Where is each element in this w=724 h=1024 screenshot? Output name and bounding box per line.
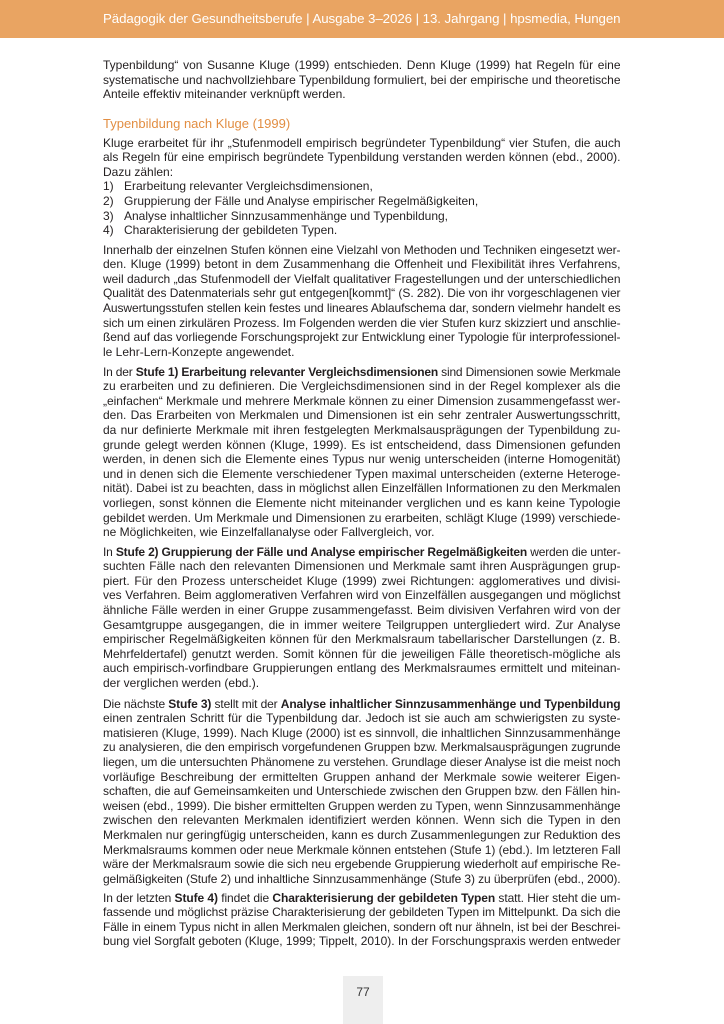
text-line: empirischer Regelmäßigkeiten können für den Merkmalsraum tabellarischer Darstellungen (z. B. [103,632,621,647]
text-line: Mehrfeldertafel) genutzt werden. Somit können für die jeweiligen Fälle theoretisch-mögliche als [103,646,621,661]
bold-term: Analyse inhaltlicher Sinnzusammenhänge und Typenbildung [280,696,621,711]
bold-term: Charakterisierung der gebildeten Typen [272,890,496,905]
text-line: zwischen den relevanten Merkmalen identifiziert werden können. Wenn sich die Typen in den [103,813,621,828]
text-line [103,545,621,560]
running-header-band [0,0,724,38]
text-line: gelmäßigkeiten (Stufe 2) und inhaltliche Sinnzusammenhänge (Stufe 3) zu überprüfen (ebd., 2000). [103,871,621,886]
text-line: den. Kluge (1999) betont in dem Zusammenhang die Offenheit und Flexibilität ihres Verfahrens, [103,257,621,272]
text-line: vorliegen, sonst können die Elemente nicht miteinander verglichen und es kann keine Typologie [103,496,621,511]
text-line: „einfachen“ Merkmale und mehrere Merkmale können zu einer Dimension zusammengefasst wer- [103,393,621,408]
text-line: piert. Für den Prozess unterscheidet Kluge (1999) zwei Richtungen: agglomeratives und divisi- [103,573,621,588]
text-line: weil dadurch „das Stufenmodell der Vielfalt qualitativer Fragestellungen und der unterschiedlichen [103,271,621,286]
text-line: schaften, die auf Gemeinsamkeiten und Unterschiede zwischen den Gruppen bzw. den Fällen hin- [103,784,621,799]
paragraph-stage-3 [103,697,621,887]
bold-term: Stufe 1) Erarbeitung relevanter Vergleichsdimensionen [135,364,438,379]
text-run: stellt mit der [211,696,281,711]
list-item [103,194,621,209]
list-number: 1) [103,179,114,194]
text-line: systematische und nachvollziehbare Typenbildung formuliert, bei der empirische und theoretische [103,72,621,87]
section-heading: Typenbildung nach Kluge (1999) [103,116,291,131]
text-line: weisen (ebd., 1999). Die bisher ermittelten Gruppen werden zu Typen, wenn Sinnzusammenhänge [103,798,621,813]
list-item [103,209,621,224]
text-line: Merkmalen nur geringfügig unterscheiden, kann es durch Zusammenlegungen zur Reduktion des [103,828,621,843]
text-line: werden, in denen sich die Elemente eines Typus nur wenig unterscheiden (interne Homogenität) [103,452,621,467]
bold-term: Stufe 4) [174,890,218,905]
text-line: fassende und möglichst präzise Charakterisierung der gebildeten Typen im Mittelpunkt. Da sich die [103,905,621,920]
list-item-text: Erarbeitung relevanter Vergleichsdimensionen, [124,179,373,194]
text-line: zu erarbeiten und zu definieren. Die Vergleichsdimensionen sind in der Regel komplexer als die [103,379,621,394]
text-line: vorläufige Beschreibung der ermittelten Gruppen anhand der Merkmale sowie weiterer Eigen- [103,769,621,784]
bold-term: Stufe 2) Gruppierung der Fälle und Analyse empirischer Regelmäßigkeiten [115,544,528,559]
list-item-text: Gruppierung der Fälle und Analyse empirischer Regelmäßigkeiten, [124,194,479,209]
text-line: Kluge erarbeitet für ihr „Stufenmodell empirisch begründeter Typenbildung“ vier Stufen, die auch [103,135,621,150]
list-number: 3) [103,208,114,223]
text-line [103,697,621,712]
text-line: Qualität des Datenmaterials sehr gut entgegen[kommt]“ (S. 282). Die von ihr vorgeschlagenen vier [103,286,621,301]
paragraph-method-flexibility [103,243,621,360]
text-line: matisieren (Kluge, 1999). Nach Kluge (2000) ist es sinnvoll, die inhaltlichen Sinnzusammenhänge [103,725,621,740]
text-run: werden die unter- [527,544,621,559]
text-line: und in denen sich die Elemente verschiedener Typen maximal unterscheiden (externe Heteroge- [103,466,621,481]
text-line: da nur definierte Merkmale mit ihren festgelegten Merkmalsausprägungen der Typenbildung zu- [103,423,621,438]
paragraph-intro [103,58,621,102]
text-line [103,891,621,906]
paragraph-stage-1 [103,365,621,540]
text-line: liegen, um die untersuchten Phänomene zu verstehen. Grundlage dieser Analyse ist die meist noch [103,755,621,770]
text-line: grunde gelegt werden können (Kluge, 1999). Es ist entscheidend, dass Dimensionen gefunden [103,437,621,452]
text-line: le Lehr-Lern-Konzepte angewendet. [103,344,295,359]
page-number: 77 [356,985,370,999]
running-header-text: Pädagogik der Gesundheitsberufe | Ausgabe 3–2026 | 13. Jahrgang | hpsmedia, Hungen [103,11,621,26]
text-line: ßend auf das vorliegende Forschungsprojekt zur Entwicklung einer Typologie für interprofessionel- [103,330,621,345]
paragraph-stage-2 [103,545,621,691]
text-run: sind Dimensionen sowie Merkmale [438,364,621,379]
text-line: als Regeln für eine empirisch begründete Typenbildung verstanden werden können (ebd., 2000). [103,150,621,165]
text-line: Auswertungsstufen stellen kein festes und lineares Ablaufschema dar, sondern vielmehr handelt es [103,301,621,316]
text-run: Die nächste [103,696,169,711]
text-line: einen zentralen Schritt für die Typenbildung dar. Jedoch ist sie auch am schwierigsten zu syste- [103,711,621,726]
paragraph-stages-overview [103,136,621,238]
list-item-text: Charakterisierung der gebildeten Typen. [124,223,338,238]
text-line: Merkmalsraums kommen oder neue Merkmale können entstehen (Stufe 1) (ebd.). Im letzteren Fall [103,842,621,857]
text-line: der verglichen werden (ebd.). [103,676,260,691]
text-run: In [103,544,116,559]
text-run: In der letzten [103,890,175,905]
text-line: zu analysieren, die den empirisch vorgefundenen Gruppen bzw. Merkmalsausprägungen zugrunde [103,740,621,755]
text-line: Fälle in einem Typus nicht in allen Merkmalen gleichen, sondern oft nur ähneln, ist bei der Beschrei- [103,919,621,934]
list-item [103,223,621,238]
stage-list [103,179,621,237]
text-line: den. Das Erarbeiten von Merkmalen und Dimensionen ist ein sehr zentraler Auswertungsschritt, [103,408,621,423]
text-line: Dazu zählen: [103,164,174,179]
text-line: wäre der Merkmalsraum sowie die sich neu ergebende Gruppierung wiederholt auf empirische Re- [103,857,621,872]
text-line: gebildet werden. Um Merkmale und Dimensionen zu erarbeiten, schlägt Kluge (1999) verschiede- [103,510,621,525]
list-number: 2) [103,194,114,209]
text-line: sich um einen zirkulären Prozess. Im Folgenden werden die vier Stufen kurz skizziert und anschlie- [103,315,621,330]
text-line: ves Verfahren. Beim agglomerativen Verfahren wird von Einzelfällen ausgegangen und möglichst [103,588,621,603]
text-line: nität). Dabei ist zu beachten, dass in möglichst allen Einzelfällen Informationen zu den Merkmalen [103,481,621,496]
list-item [103,179,621,194]
text-line: ne Möglichkeiten, wie Einzelfallanalyse oder Fallvergleich, vor. [103,525,435,540]
paragraph-stage-4 [103,891,621,949]
text-line [103,365,621,380]
list-item-text: Analyse inhaltlicher Sinnzusammenhänge und Typenbildung, [124,208,448,223]
text-run: In der [103,364,136,379]
text-line: Innerhalb der einzelnen Stufen können eine Vielzahl von Methoden und Techniken eingesetzt wer- [103,242,621,257]
bold-term: Stufe 3) [168,696,212,711]
list-number: 4) [103,223,114,238]
text-run: findet die [217,890,273,905]
text-line: auch empirisch-vorfindbare Gruppierungen entlang des Merkmalsraumes ermittelt und miteinan- [103,661,621,676]
text-line: Typenbildung“ von Susanne Kluge (1999) entschieden. Denn Kluge (1999) hat Regeln für eine [103,58,621,72]
page-number-tab [343,976,383,1024]
text-line: Anteile effektiv miteinander verknüpft werden. [103,87,346,102]
text-line: bung viel Sorgfalt geboten (Kluge, 1999; Tippelt, 2010). In der Forschungspraxis werden entweder [103,934,621,949]
text-run: statt. Hier steht die um- [495,890,621,905]
text-line: ähnliche Fälle werden in einer Gruppe zusammengefasst. Beim divisiven Verfahren wird von der [103,603,621,618]
text-line: suchten Fälle nach den relevanten Dimensionen und Merkmale samt ihren Ausprägungen grup- [103,559,621,574]
text-line: Gesamtgruppe ausgegangen, die in immer weitere Teilgruppen untergliedert wird. Zur Analyse [103,617,621,632]
